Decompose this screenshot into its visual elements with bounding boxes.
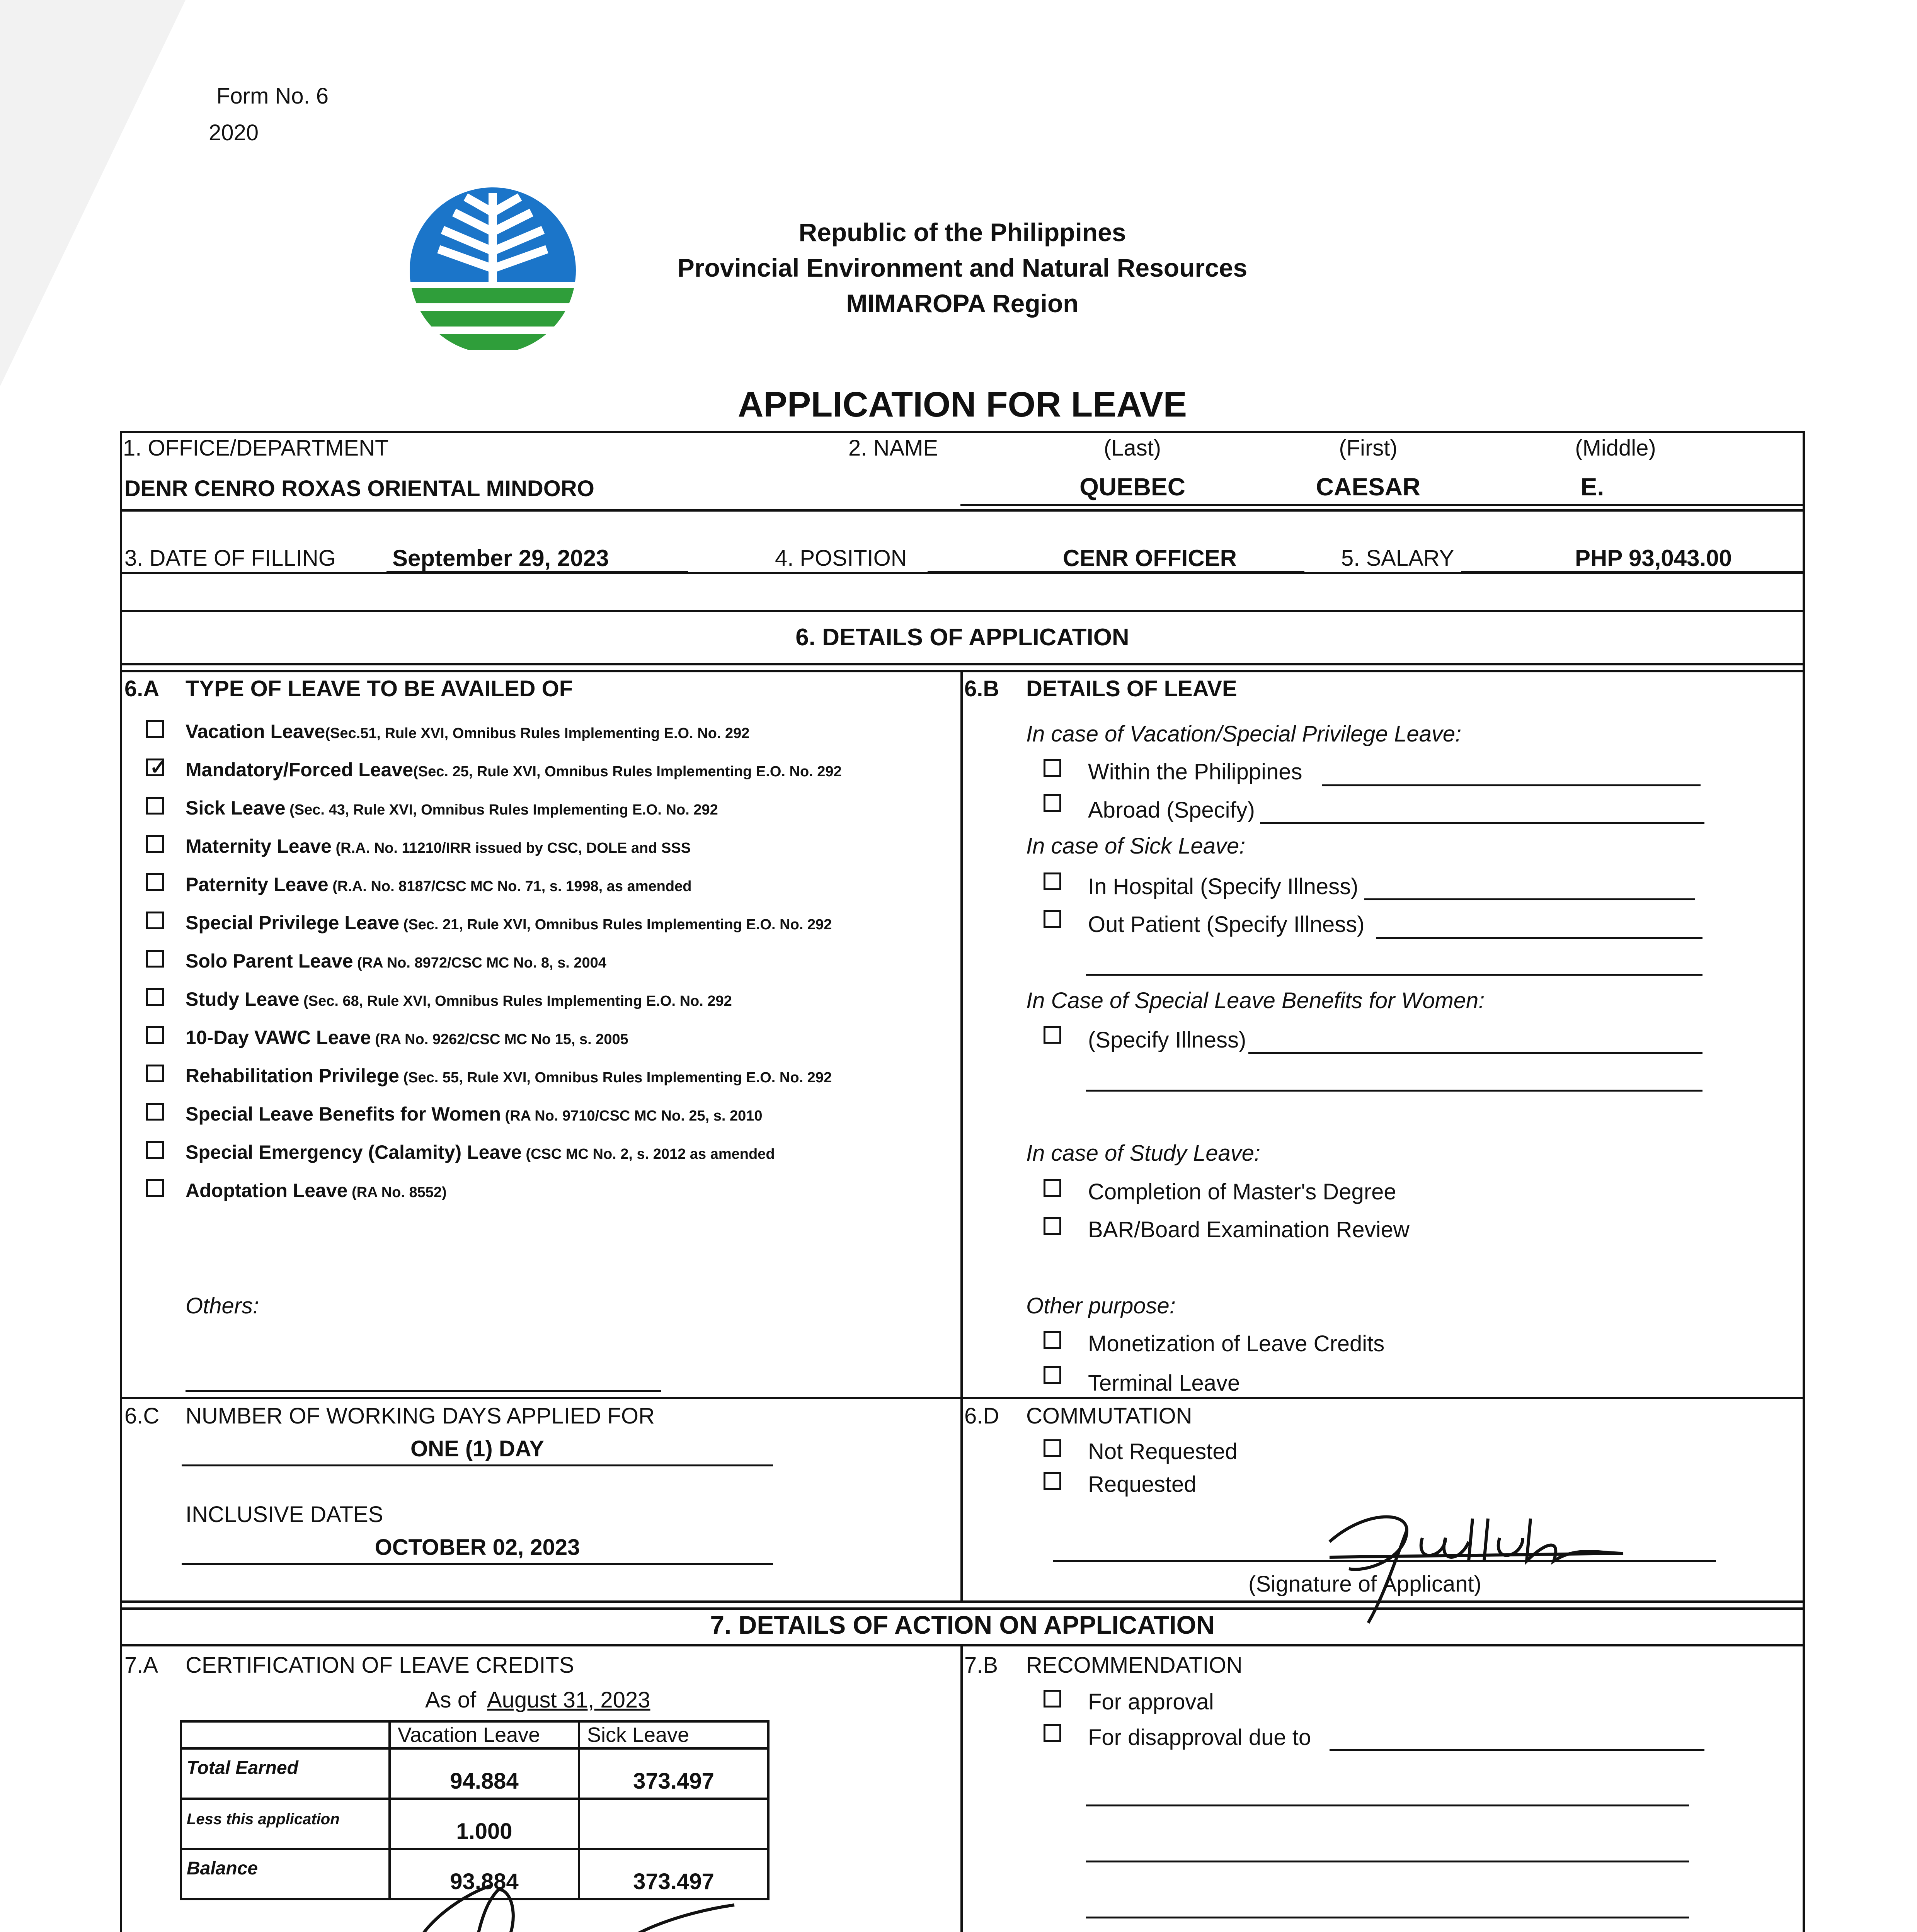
position-label: 4. POSITION — [775, 546, 907, 571]
last-name-label: (Last) — [1103, 435, 1161, 461]
position-value: CENR OFFICER — [1063, 545, 1237, 571]
date-filing-label: 3. DATE OF FILLING — [124, 546, 336, 571]
leave-type-name: Special Leave Benefits for Women — [186, 1103, 501, 1125]
leave-type-name: Rehabilitation Privilege — [186, 1065, 399, 1087]
monetization-label: Monetization of Leave Credits — [1088, 1331, 1385, 1356]
bar-review-checkbox[interactable] — [1044, 1217, 1061, 1235]
section-6d-number: 6.D — [964, 1403, 999, 1429]
leave-type-checkbox[interactable] — [146, 1103, 164, 1121]
inclusive-dates-label: INCLUSIVE DATES — [186, 1502, 383, 1527]
section-6c-number: 6.C — [124, 1403, 160, 1429]
leave-type-reference: (RA No. 9262/CSC MC No 15, s. 2005 — [371, 1031, 628, 1048]
as-of-label: As of — [425, 1687, 477, 1713]
out-patient-label: Out Patient (Specify Illness) — [1088, 912, 1365, 937]
leave-type-name: Maternity Leave — [186, 835, 332, 857]
leave-type-reference: (RA No. 8972/CSC MC No. 8, s. 2004 — [353, 955, 606, 971]
leave-type-reference: (RA No. 9710/CSC MC No. 25, s. 2010 — [501, 1108, 763, 1124]
section-6c-title: NUMBER OF WORKING DAYS APPLIED FOR — [186, 1403, 655, 1429]
leave-type-reference: (Sec. 25, Rule XVI, Omnibus Rules Implementing E.O. No. 292 — [413, 764, 842, 780]
section-6b-title: DETAILS OF LEAVE — [1026, 676, 1237, 701]
requested-checkbox[interactable] — [1044, 1472, 1061, 1490]
leave-type-name: Vacation Leave — [186, 721, 325, 742]
study-heading: In case of Study Leave: — [1026, 1141, 1261, 1166]
form-revision: 2020 — [209, 120, 259, 145]
applicant-signature-label: (Signature of Applicant) — [1248, 1571, 1481, 1597]
table-row: Total Earned 94.884 373.497 — [181, 1748, 768, 1799]
as-of-date: August 31, 2023 — [487, 1687, 650, 1713]
section-6d-title: COMMUTATION — [1026, 1403, 1192, 1429]
leave-type-reference: (Sec. 68, Rule XVI, Omnibus Rules Implementing E.O. No. 292 — [299, 993, 732, 1009]
section-6a-number: 6.A — [124, 676, 160, 701]
leave-type-label — [186, 833, 691, 862]
form-title: APPLICATION FOR LEAVE — [738, 385, 1187, 424]
leave-type-label — [186, 871, 691, 900]
table-row: Balance 93.884 373.497 — [181, 1849, 768, 1899]
leave-type-name: Paternity Leave — [186, 874, 329, 895]
inclusive-dates-value: OCTOBER 02, 2023 — [375, 1535, 580, 1560]
leave-type-checkbox[interactable] — [146, 1065, 164, 1082]
in-hospital-label: In Hospital (Specify Illness) — [1088, 874, 1359, 899]
masters-checkbox[interactable] — [1044, 1179, 1061, 1197]
section-6-title: 6. DETAILS OF APPLICATION — [795, 624, 1129, 651]
leave-type-reference: (Sec.51, Rule XVI, Omnibus Rules Implementing E.O. No. 292 — [325, 725, 750, 742]
women-heading: In Case of Special Leave Benefits for Women: — [1026, 988, 1485, 1013]
leave-type-checkbox[interactable] — [146, 797, 164, 815]
out-patient-checkbox[interactable] — [1044, 910, 1061, 928]
name-label: 2. NAME — [848, 435, 938, 461]
agency-header — [580, 214, 1345, 321]
section-7-title: 7. DETAILS OF ACTION ON APPLICATION — [710, 1611, 1215, 1639]
section-6b-number: 6.B — [964, 676, 999, 701]
leave-type-name: Special Emergency (Calamity) Leave — [186, 1141, 522, 1163]
leave-type-reference: (RA No. 8552) — [347, 1184, 447, 1201]
agency-line-2: Provincial Environment and Natural Resources — [677, 253, 1248, 282]
terminal-leave-label: Terminal Leave — [1088, 1371, 1240, 1396]
leave-type-label — [186, 718, 749, 747]
leave-type-name: Special Privilege Leave — [186, 912, 400, 934]
leave-type-reference: (Sec. 43, Rule XVI, Omnibus Rules Implementing E.O. No. 292 — [285, 802, 718, 818]
middle-name-value: E. — [1580, 473, 1604, 501]
leave-type-label — [186, 1139, 775, 1168]
last-name-value: QUEBEC — [1079, 473, 1185, 501]
leave-type-name: Solo Parent Leave — [186, 950, 353, 972]
leave-type-name: Adoptation Leave — [186, 1180, 348, 1201]
leave-type-checkbox[interactable] — [146, 950, 164, 968]
leave-type-label — [186, 1177, 447, 1206]
section-7b-title: RECOMMENDATION — [1026, 1653, 1243, 1678]
others-label: Others: — [186, 1293, 259, 1318]
office-value: DENR CENRO ROXAS ORIENTAL MINDORO — [124, 476, 594, 501]
date-filing-value: September 29, 2023 — [392, 545, 609, 571]
terminal-leave-checkbox[interactable] — [1044, 1366, 1061, 1384]
leave-type-name: Sick Leave — [186, 797, 286, 819]
folded-corner — [0, 0, 186, 386]
section-7a-title: CERTIFICATION OF LEAVE CREDITS — [186, 1653, 574, 1678]
leave-type-name: 10-Day VAWC Leave — [186, 1027, 371, 1048]
salary-value: PHP 93,043.00 — [1575, 545, 1732, 571]
leave-type-checkbox[interactable] — [146, 873, 164, 891]
section-7a-number: 7.A — [124, 1653, 158, 1678]
leave-type-reference: (R.A. No. 8187/CSC MC No. 71, s. 1998, as amended — [328, 878, 692, 895]
sick-heading: In case of Sick Leave: — [1026, 833, 1246, 859]
for-disapproval-checkbox[interactable] — [1044, 1724, 1061, 1742]
first-name-value: CAESAR — [1316, 473, 1421, 501]
in-hospital-checkbox[interactable] — [1044, 872, 1061, 890]
leave-type-label — [186, 756, 842, 785]
leave-type-checkbox[interactable] — [146, 1141, 164, 1159]
col-vacation-leave: Vacation Leave — [390, 1721, 579, 1748]
leave-type-label — [186, 1062, 832, 1091]
not-requested-label: Not Requested — [1088, 1439, 1238, 1464]
table-row: Less this application 1.000 — [181, 1799, 768, 1849]
leave-type-reference: (CSC MC No. 2, s. 2012 as amended — [521, 1146, 775, 1162]
requested-label: Requested — [1088, 1472, 1197, 1497]
denr-logo-icon — [400, 182, 586, 354]
other-purpose-heading: Other purpose: — [1026, 1293, 1176, 1318]
within-philippines-checkbox[interactable] — [1044, 759, 1061, 777]
abroad-label: Abroad (Specify) — [1088, 798, 1255, 823]
not-requested-checkbox[interactable] — [1044, 1439, 1061, 1457]
bar-review-label: BAR/Board Examination Review — [1088, 1217, 1410, 1242]
leave-type-checkbox[interactable] — [146, 1026, 164, 1044]
middle-name-label: (Middle) — [1575, 435, 1656, 461]
section-7b-number: 7.B — [964, 1653, 998, 1678]
leave-type-checkbox[interactable] — [146, 835, 164, 853]
working-days-value: ONE (1) DAY — [410, 1436, 544, 1461]
leave-type-checkbox[interactable] — [146, 912, 164, 929]
agency-line-3: MIMAROPA Region — [846, 289, 1079, 318]
agency-line-1: Republic of the Philippines — [798, 218, 1126, 247]
form-number: Form No. 6 — [216, 83, 329, 109]
leave-type-checkbox[interactable] — [146, 988, 164, 1006]
for-approval-label: For approval — [1088, 1689, 1214, 1714]
for-disapproval-label: For disapproval due to — [1088, 1725, 1311, 1750]
certifier-signature — [398, 1866, 746, 1932]
office-label: 1. OFFICE/DEPARTMENT — [123, 435, 389, 461]
applicant-signature — [1306, 1495, 1635, 1627]
monetization-checkbox[interactable] — [1044, 1331, 1061, 1349]
leave-type-reference: (Sec. 21, Rule XVI, Omnibus Rules Implementing E.O. No. 292 — [399, 917, 832, 933]
for-approval-checkbox[interactable] — [1044, 1690, 1061, 1708]
leave-type-name: Study Leave — [186, 988, 300, 1010]
leave-type-label — [186, 947, 606, 976]
women-illness-checkbox[interactable] — [1044, 1026, 1061, 1044]
leave-type-label — [186, 1024, 628, 1053]
abroad-checkbox[interactable] — [1044, 794, 1061, 812]
first-name-label: (First) — [1339, 435, 1398, 461]
women-illness-label: (Specify Illness) — [1088, 1027, 1246, 1053]
within-philippines-label: Within the Philippines — [1088, 759, 1302, 784]
section-6a-title: TYPE OF LEAVE TO BE AVAILED OF — [186, 676, 573, 701]
col-sick-leave: Sick Leave — [579, 1721, 768, 1748]
leave-type-checkbox[interactable] — [146, 720, 164, 738]
leave-type-label — [186, 1100, 763, 1129]
leave-type-label — [186, 986, 732, 1015]
leave-type-name: Mandatory/Forced Leave — [186, 759, 414, 781]
vacation-heading: In case of Vacation/Special Privilege Leave: — [1026, 721, 1462, 747]
masters-label: Completion of Master's Degree — [1088, 1179, 1396, 1204]
leave-type-reference: (Sec. 55, Rule XVI, Omnibus Rules Implementing E.O. No. 292 — [399, 1070, 832, 1086]
leave-type-label — [186, 909, 832, 938]
leave-type-checkbox[interactable] — [146, 1179, 164, 1197]
leave-type-checkbox[interactable] — [146, 759, 164, 776]
leave-type-label — [186, 794, 718, 823]
salary-label: 5. SALARY — [1341, 546, 1454, 571]
leave-type-reference: (R.A. No. 11210/IRR issued by CSC, DOLE and SSS — [331, 840, 691, 856]
